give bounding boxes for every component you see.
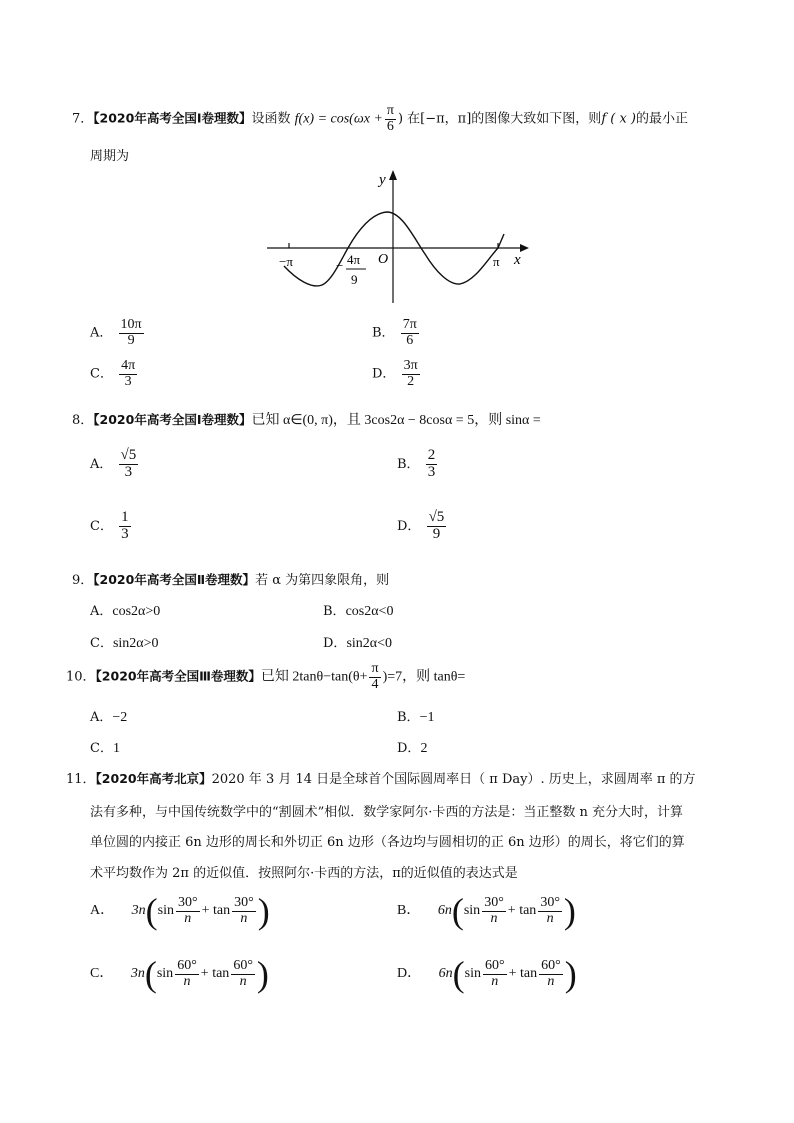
stem-text: 若 α 为第四象限角，则	[255, 573, 390, 588]
right-paren: )	[563, 891, 576, 931]
option-7c[interactable]	[90, 359, 139, 389]
coefficient: 3n	[131, 903, 146, 919]
fraction-denominator: 2	[407, 373, 415, 389]
option-letter: D．	[372, 366, 396, 382]
tick-minus-sign: −	[336, 258, 344, 273]
stem-text: 已知 2tanθ−tan(θ+	[260, 669, 368, 685]
angle-fraction	[483, 959, 507, 989]
option-letter: A．	[90, 604, 113, 619]
fraction-denominator: n	[240, 910, 248, 926]
fraction-numerator: 10π	[120, 317, 142, 332]
function-name: f ( x )	[601, 111, 636, 127]
source-tag: 【2020年高考全国Ⅰ卷理数】	[93, 110, 252, 126]
fraction-denominator: n	[547, 973, 555, 989]
fraction-numerator: √5	[428, 509, 445, 525]
question-11-line3: 单位圆的内接正 6n 边形的周长和外切正 6n 边形（各边均与圆相切的正 6n 边形）的周长，将它们的算	[90, 835, 685, 850]
option-text: 1	[112, 741, 120, 756]
fraction-denominator: 3	[427, 463, 436, 480]
x-axis-label: x	[514, 252, 521, 268]
stem-text: ) 在[−π，π]的图像大致如下图，则	[397, 111, 602, 127]
fraction-numerator: 30°	[540, 894, 560, 910]
option-8c[interactable]	[90, 510, 133, 543]
angle-fraction	[482, 896, 506, 926]
question-11-stem	[66, 768, 696, 787]
stem-text: 的最小正	[636, 111, 689, 127]
source-tag: 【2020年高考全国Ⅰ卷理数】	[93, 412, 252, 427]
option-letter: B．	[397, 710, 420, 725]
option-letter: B．	[372, 325, 395, 341]
option-9d[interactable]	[323, 632, 392, 652]
fraction-denominator: n	[184, 910, 192, 926]
cosine-curve	[284, 212, 504, 286]
y-axis-label: y	[379, 172, 386, 188]
option-fraction	[119, 359, 137, 389]
option-fraction	[402, 359, 420, 389]
left-paren: (	[144, 954, 157, 994]
fraction-denominator: 3	[121, 525, 129, 542]
coefficient: 3n	[130, 966, 145, 982]
option-8d[interactable]	[397, 510, 448, 543]
fraction-numerator: 60°	[484, 957, 505, 973]
fraction-denominator: n	[491, 973, 499, 989]
option-10a[interactable]	[90, 706, 127, 726]
sin-text: sin	[157, 903, 174, 919]
right-paren: )	[257, 891, 270, 931]
stem-text: 2020 年 3 月 14 日是全球首个国际圆周率日（ π Day）. 历史上，求圆周率 π 的方	[211, 772, 696, 787]
stem-text: 已知 α∈(0, π)，且 3cos2α − 8cosα = 5，则 sinα =	[251, 413, 541, 428]
y-axis-arrow	[389, 170, 397, 180]
question-number: 9．	[72, 573, 94, 588]
left-paren: (	[451, 891, 464, 931]
option-letter: A．	[90, 325, 113, 341]
option-text: sin2α>0	[112, 636, 159, 651]
coefficient: 6n	[437, 903, 452, 919]
option-fraction	[426, 448, 438, 481]
pi-over-4-fraction	[369, 662, 380, 692]
question-11-line4: 术平均数作为 2π 的近似值．按照阿尔·卡西的方法，π的近似值的表达式是	[90, 866, 518, 881]
tan-text: tan	[212, 966, 230, 982]
option-8a[interactable]	[90, 448, 140, 481]
option-letter: C．	[90, 518, 113, 534]
left-paren: (	[145, 891, 158, 931]
option-text: cos2α<0	[345, 604, 394, 619]
fraction-numerator: 30°	[177, 894, 198, 910]
option-7a[interactable]	[90, 318, 146, 348]
sin-text: sin	[156, 966, 174, 982]
origin-label: O	[378, 252, 389, 267]
function-expression: f(x) = cos(ωx +	[294, 111, 383, 127]
fraction-denominator: 3	[124, 463, 133, 480]
source-tag: 【2020年高考北京】	[95, 771, 212, 786]
fraction-numerator: 60°	[177, 957, 197, 973]
option-letter: B．	[323, 604, 346, 619]
sin-text: sin	[463, 903, 481, 919]
option-text: 2	[420, 741, 428, 756]
option-letter: D．	[397, 741, 421, 756]
x-axis-arrow	[520, 244, 529, 252]
option-7b[interactable]	[372, 318, 421, 348]
option-10c[interactable]	[90, 737, 120, 757]
option-fraction	[427, 510, 447, 543]
option-8b[interactable]	[397, 448, 439, 481]
fraction-numerator: 7π	[402, 317, 417, 332]
fraction-numerator: 60°	[233, 957, 253, 973]
option-letter: C．	[90, 966, 114, 982]
plus-sign: +	[200, 966, 209, 982]
option-letter: A．	[90, 456, 113, 472]
angle-fraction	[538, 896, 562, 926]
option-11d[interactable]	[397, 956, 577, 992]
tan-text: tan	[519, 966, 538, 982]
option-fraction	[119, 448, 139, 481]
fraction-denominator: 6	[406, 332, 414, 348]
option-9c[interactable]	[90, 632, 159, 652]
left-paren: (	[452, 954, 465, 994]
question-7-stem-line2: 周期为	[90, 149, 130, 164]
option-letter: A．	[90, 710, 113, 725]
fraction-numerator: 30°	[234, 894, 254, 910]
fraction-denominator: n	[239, 973, 247, 989]
fraction-denominator: n	[490, 910, 498, 926]
pi-label: π	[493, 254, 500, 269]
coefficient: 6n	[438, 966, 453, 982]
fraction-denominator: 3	[124, 373, 132, 389]
option-letter: D．	[397, 518, 421, 534]
fraction-numerator: π	[386, 103, 394, 118]
fraction-denominator: 6	[386, 118, 394, 134]
plus-sign: +	[201, 903, 210, 919]
fraction-numerator: 4π	[121, 358, 136, 373]
question-number: 10．	[66, 669, 96, 685]
fraction-denominator: n	[546, 910, 554, 926]
pi-over-6-fraction	[385, 104, 396, 134]
question-11-line2: 法有多种，与中国传统数学中的“割圆术”相似．数学家阿尔·卡西的方法是：当正整数 n 充分大时，计算	[90, 805, 684, 820]
angle-fraction	[231, 959, 255, 989]
tan-text: tan	[212, 903, 231, 919]
option-letter: C．	[90, 366, 113, 382]
tick-denominator: 9	[351, 272, 358, 287]
option-text: cos2α>0	[112, 604, 161, 619]
angle-fraction	[232, 896, 256, 926]
source-tag: 【2020年高考全国Ⅱ卷理数】	[93, 572, 256, 587]
fraction-numerator: 1	[121, 509, 129, 525]
question-number: 11．	[66, 772, 96, 787]
option-fraction	[119, 318, 144, 348]
question-9-stem	[72, 569, 389, 588]
fraction-numerator: 3π	[403, 358, 418, 373]
question-7-stem	[72, 104, 688, 134]
option-7d[interactable]	[372, 359, 422, 389]
question-10-stem	[66, 662, 465, 692]
fraction-denominator: 4	[371, 676, 379, 692]
option-letter: D．	[323, 636, 347, 651]
option-9b[interactable]	[323, 600, 393, 620]
option-fraction	[119, 510, 131, 543]
question-number: 7．	[72, 111, 94, 127]
right-paren: )	[256, 954, 269, 994]
fraction-denominator: 9	[432, 525, 441, 542]
option-fraction	[401, 318, 419, 348]
option-text: sin2α<0	[346, 636, 393, 651]
question-number: 8．	[72, 413, 94, 428]
stem-text: )=7，则 tanθ=	[382, 669, 466, 685]
right-paren: )	[564, 954, 577, 994]
tick-numerator: 4π	[347, 252, 361, 267]
option-10d[interactable]	[397, 737, 427, 757]
option-text: −1	[419, 710, 435, 725]
option-letter: A．	[90, 903, 115, 919]
option-11b[interactable]	[397, 893, 576, 929]
option-11a[interactable]	[90, 893, 270, 929]
option-letter: B．	[397, 903, 421, 919]
neg-pi-label: −π	[279, 254, 293, 269]
cosine-graph	[262, 168, 532, 308]
option-letter: C．	[90, 741, 113, 756]
fraction-numerator: 30°	[484, 894, 504, 910]
option-10b[interactable]	[397, 706, 434, 726]
question-8-stem	[72, 409, 541, 429]
source-tag: 【2020年高考全国Ⅲ卷理数】	[95, 668, 261, 684]
angle-fraction	[175, 959, 199, 989]
plus-sign: +	[507, 903, 516, 919]
angle-fraction	[539, 959, 563, 989]
fraction-numerator: π	[371, 661, 379, 676]
fraction-numerator: 60°	[541, 957, 561, 973]
option-9a[interactable]	[90, 600, 160, 620]
option-11c[interactable]	[90, 956, 269, 992]
fraction-numerator: √5	[120, 447, 137, 463]
fraction-denominator: 9	[127, 332, 135, 348]
sin-text: sin	[464, 966, 481, 982]
option-letter: C．	[90, 636, 113, 651]
option-letter: B．	[397, 456, 420, 472]
tan-text: tan	[519, 903, 537, 919]
option-letter: D．	[397, 966, 422, 982]
plus-sign: +	[508, 966, 517, 982]
option-text: −2	[112, 710, 128, 725]
fraction-denominator: n	[183, 973, 191, 989]
fraction-numerator: 2	[427, 447, 436, 463]
angle-fraction	[176, 896, 200, 926]
stem-text: 设函数	[251, 111, 291, 127]
